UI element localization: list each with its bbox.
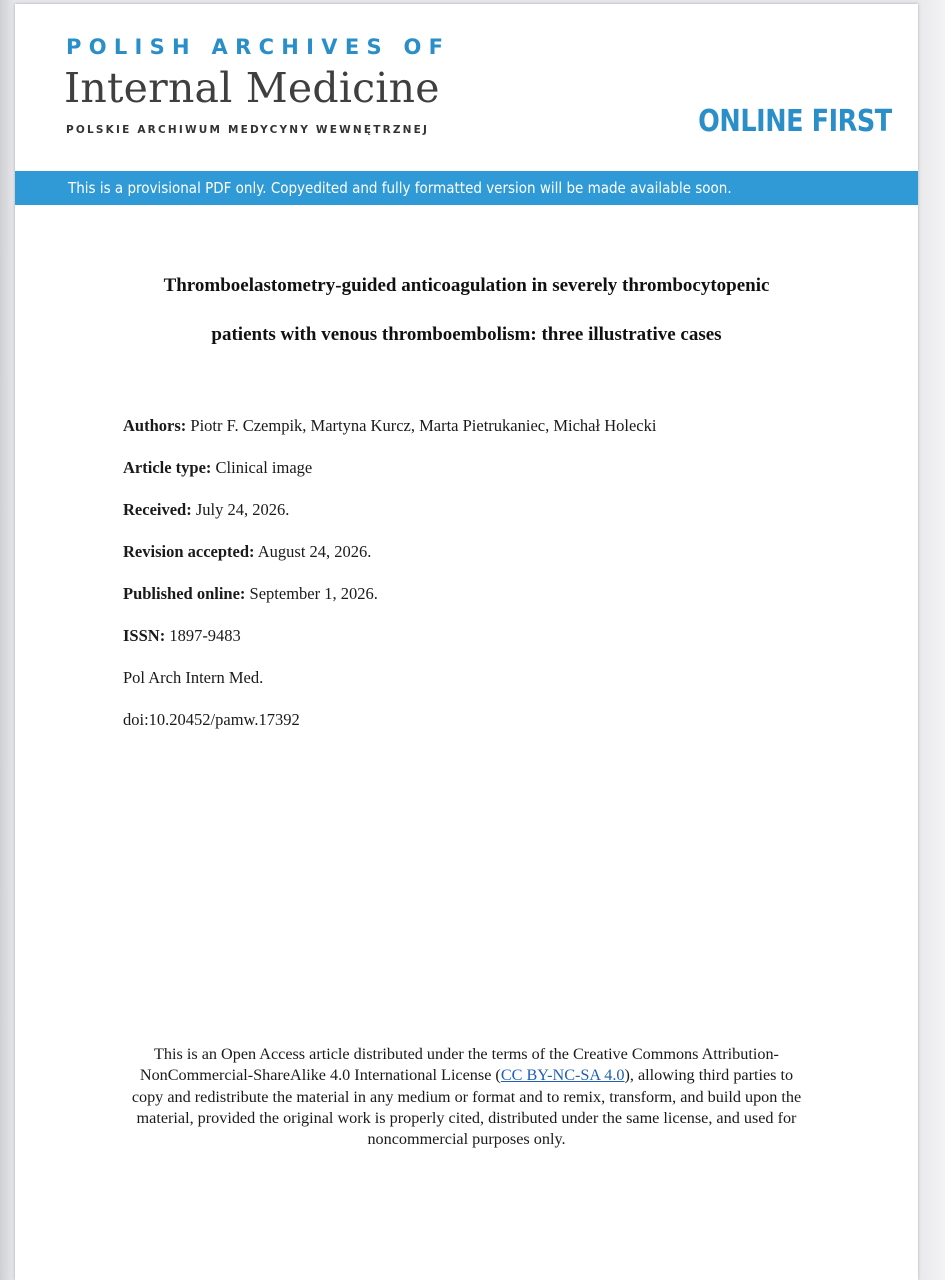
meta-label: Revision accepted: <box>123 542 255 561</box>
online-first-badge: ONLINE FIRST <box>698 104 892 139</box>
meta-authors <box>123 416 656 436</box>
meta-journal-abbrev <box>123 668 263 688</box>
license-link[interactable]: CC BY-NC-SA 4.0 <box>500 1066 625 1085</box>
meta-published-online <box>123 584 378 604</box>
meta-value: 1897-9483 <box>165 626 241 645</box>
provisional-banner-text: This is a provisional PDF only. Copyedited and fully formatted version will be made available soon. <box>68 179 732 197</box>
meta-value: Pol Arch Intern Med. <box>123 668 264 687</box>
meta-label: Received: <box>123 500 192 519</box>
meta-value: doi:10.20452/pamw.17392 <box>123 710 300 729</box>
document-page <box>15 4 918 1280</box>
provisional-banner <box>15 171 918 205</box>
meta-doi <box>123 710 300 730</box>
meta-received <box>123 500 289 520</box>
meta-value: July 24, 2026. <box>191 500 290 519</box>
meta-value: September 1, 2026. <box>245 584 378 603</box>
article-title-line-2: patients with venous thromboembolism: three illustrative cases <box>211 324 722 345</box>
meta-article-type <box>123 458 312 478</box>
viewer-background <box>918 0 945 1280</box>
meta-label: Authors: <box>123 416 187 435</box>
meta-revision-accepted <box>123 542 371 562</box>
meta-label: Article type: <box>123 458 212 477</box>
journal-subtitle: POLSKIE ARCHIWUM MEDYCYNY WEWNĘTRZNEJ <box>66 124 430 136</box>
meta-value: Clinical image <box>211 458 313 477</box>
license-statement <box>125 1044 808 1150</box>
journal-name-main: Internal Medicine <box>64 64 440 112</box>
license-text-after: ), allowing third parties to copy and redistribute the material in any medium or format and to remix, transform, and build upon the material, provided the original work is properly cited, distributed under the same license, and used for noncommercial purposes only. <box>131 1066 802 1149</box>
license-text-before: This is an Open Access article distributed under the terms of the Creative Commons Attribution-NonCommercial-ShareAlike 4.0 International License ( <box>139 1045 779 1085</box>
meta-issn <box>123 626 241 646</box>
meta-label: ISSN: <box>123 626 166 645</box>
meta-value: Piotr F. Czempik, Martyna Kurcz, Marta Pietrukaniec, Michał Holecki <box>186 416 657 435</box>
journal-name-top: POLISH ARCHIVES OF <box>66 35 451 59</box>
article-title-line-1: Thromboelastometry-guided anticoagulation in severely thrombocytopenic <box>163 275 770 296</box>
meta-label: Published online: <box>123 584 246 603</box>
meta-value: August 24, 2026. <box>254 542 372 561</box>
